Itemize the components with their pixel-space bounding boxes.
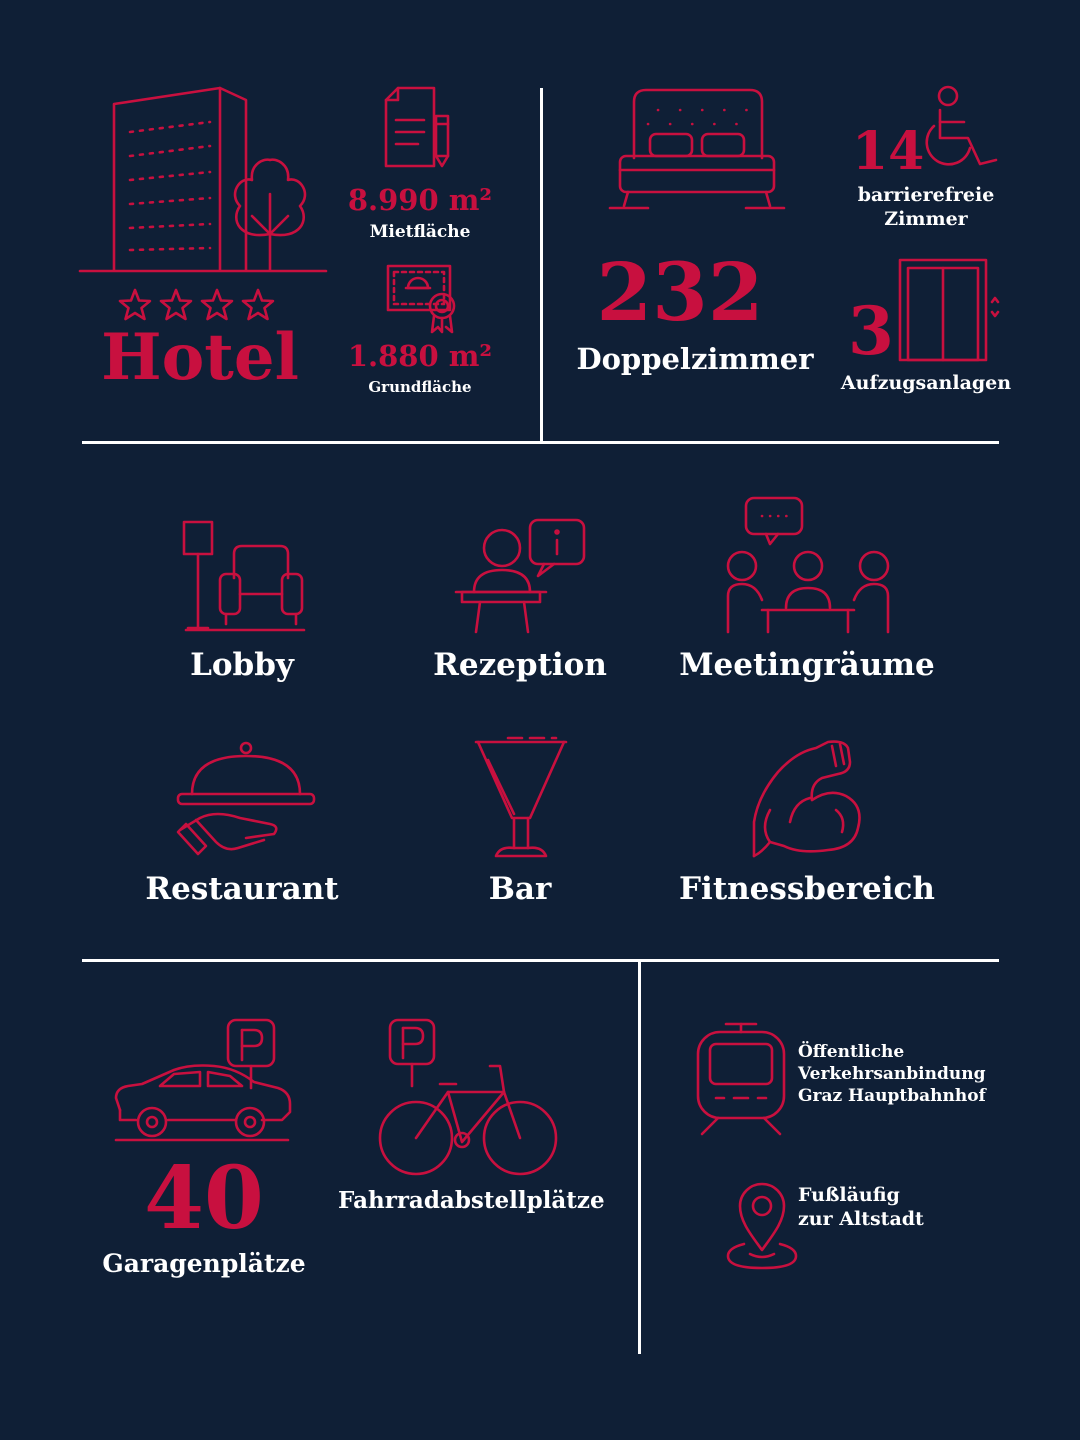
flexed-arm-icon bbox=[750, 738, 866, 862]
rental-area-value: 8.990 m² bbox=[347, 183, 493, 217]
bicycle-parking-icon bbox=[376, 1018, 560, 1176]
cocktail-glass-icon bbox=[474, 738, 568, 862]
amenity-label-bar: Bar bbox=[488, 871, 552, 907]
elevators-count: 3 bbox=[848, 292, 894, 370]
horizontal-divider-2 bbox=[82, 959, 999, 962]
double-rooms-label: Doppelzimmer bbox=[576, 342, 814, 376]
amenity-label-fitness: Fitnessbereich bbox=[679, 871, 935, 907]
reception-desk-icon bbox=[454, 518, 588, 634]
amenity-label-lobby: Lobby bbox=[190, 647, 294, 683]
hotel-title: Hotel bbox=[101, 320, 299, 395]
transit-line-2: Verkehrsanbindung bbox=[798, 1064, 986, 1084]
amenity-label-restaurant: Restaurant bbox=[145, 871, 339, 907]
location-pin-icon bbox=[724, 1178, 800, 1270]
vertical-divider-bottom bbox=[638, 962, 641, 1354]
accessible-rooms-count: 14 bbox=[852, 121, 925, 182]
elevators-label: Aufzugsanlagen bbox=[840, 372, 1012, 394]
serving-cloche-icon bbox=[176, 740, 316, 860]
elevator-icon bbox=[898, 258, 1004, 362]
hotel-building-icon bbox=[80, 84, 330, 276]
vertical-divider-top bbox=[540, 88, 543, 442]
double-bed-icon bbox=[608, 88, 786, 214]
certificate-icon bbox=[386, 264, 462, 334]
ground-area-value: 1.880 m² bbox=[347, 339, 493, 373]
car-parking-icon bbox=[112, 1018, 294, 1142]
transit-line-3: Graz Hauptbahnhof bbox=[798, 1086, 986, 1106]
armchair-lamp-icon bbox=[180, 518, 308, 634]
document-pen-icon bbox=[384, 86, 454, 170]
train-icon bbox=[694, 1020, 788, 1136]
accessible-rooms-label-2: Zimmer bbox=[884, 208, 968, 230]
ground-area-label: Grundfläche bbox=[368, 378, 472, 396]
accessible-rooms-label-1: barrierefreie bbox=[857, 184, 995, 206]
star-rating-icon bbox=[118, 288, 286, 322]
wheelchair-icon bbox=[924, 84, 1000, 170]
bike-parking-label: Fahrradabstellplätze bbox=[338, 1187, 605, 1214]
double-rooms-count: 232 bbox=[596, 245, 764, 339]
walk-line-2: zur Altstadt bbox=[798, 1208, 924, 1230]
walk-line-1: Fußläufig bbox=[798, 1184, 900, 1206]
garage-count: 40 bbox=[144, 1148, 264, 1249]
transit-line-1: Öffentliche bbox=[798, 1042, 905, 1062]
rental-area-label: Mietfläche bbox=[369, 222, 471, 242]
horizontal-divider-1 bbox=[82, 441, 999, 444]
garage-label: Garagenplätze bbox=[102, 1249, 306, 1278]
amenity-label-meeting-rooms: Meetingräume bbox=[679, 647, 935, 683]
meeting-people-icon bbox=[722, 496, 894, 636]
amenity-label-reception: Rezeption bbox=[433, 647, 607, 683]
